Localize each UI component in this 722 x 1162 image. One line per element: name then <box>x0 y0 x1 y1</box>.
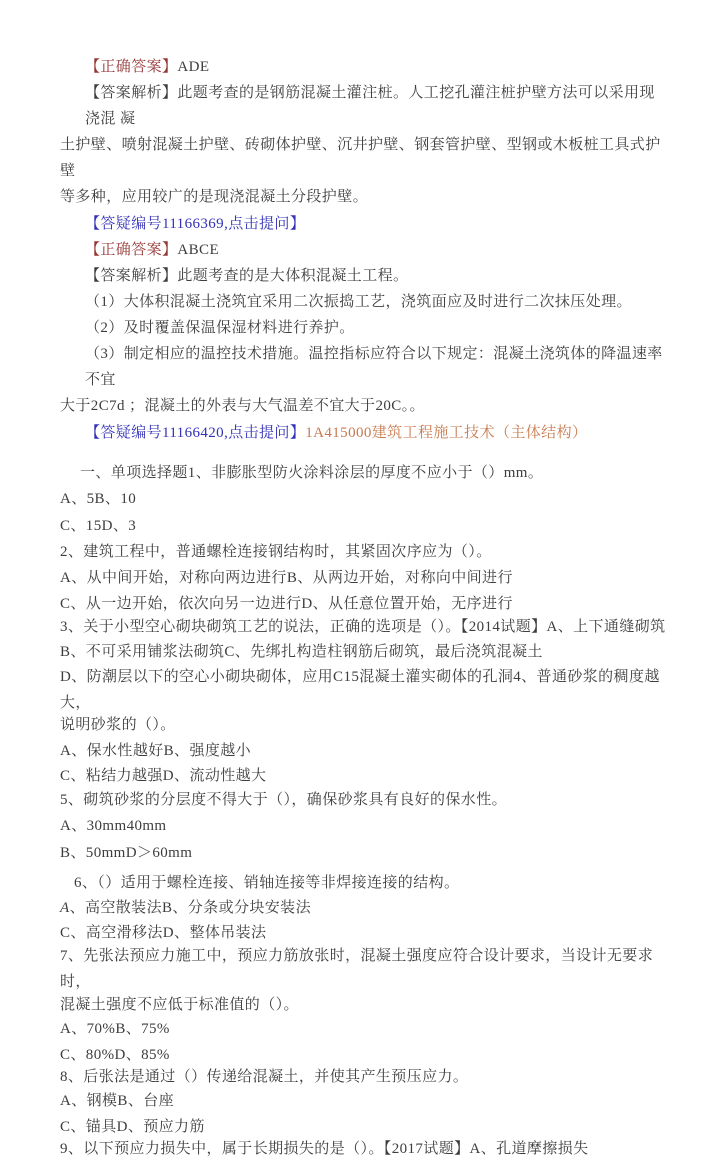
doc-line <box>60 840 666 866</box>
qa-link[interactable]: 【答疑编号11166369,点击提问】 <box>85 216 306 232</box>
doc-line <box>60 992 666 1018</box>
option-line: B、50mmD＞60mm <box>60 845 193 861</box>
option-line: C、粘结力越强D、流动性越大 <box>60 768 267 784</box>
option-line: C、15D、3 <box>60 518 137 534</box>
option-line: B、不可采用铺浆法砌筑C、先绑扎构造柱钢筋后砌筑，最后浇筑混凝土 <box>60 644 543 660</box>
doc-line <box>60 1088 666 1114</box>
doc-line <box>60 895 666 921</box>
doc-line <box>60 712 666 738</box>
chapter-title-link[interactable]: 1A415000建筑工程施工技术（主体结构） <box>305 425 588 441</box>
doc-line <box>60 763 666 789</box>
qa-link[interactable]: 【答疑编号11166420,点击提问】 <box>85 425 306 441</box>
text-segment: 此题考查的是钢筋混凝土灌注桩。人工挖孔灌注桩护壁方法可以采用现浇混 凝 <box>85 85 655 127</box>
question-line: 7、先张法预应力施工中，预应力筋放张时，混凝土强度应符合设计要求，当设计无要求 时， <box>60 948 658 990</box>
doc-line <box>60 460 666 486</box>
question-line: 3、关于小型空心砌块砌筑工艺的说法，正确的选项是（）。【2014试题】A、上下通缝砌筑 <box>60 619 666 635</box>
option-line: D、防潮层以下的空心小砌块砌体，应用C15混凝土灌实砌体的孔洞4、普通砂浆的稠度越大， <box>60 669 660 711</box>
option-line: C、高空滑移法D、整体吊装法 <box>60 925 267 941</box>
doc-line <box>60 486 666 512</box>
text-segment: 大于2C7d ；混凝土的外表与大气温差不宜大于20C。。 <box>60 398 425 414</box>
question-line: 8、后张法是通过（）传递给混凝土，并使其产生预压应力。 <box>60 1069 469 1085</box>
doc-line <box>60 738 666 764</box>
answer-value: ABCE <box>177 242 220 258</box>
doc-line <box>60 420 666 446</box>
doc-line <box>60 289 666 315</box>
doc-line <box>60 54 666 80</box>
option-line: C、80%D、85% <box>60 1047 170 1063</box>
question-line: 说明砂浆的（）。 <box>60 717 176 733</box>
text-segment: （3）制定相应的温控技术措施。温控指标应符合以下规定：混凝土浇筑体的降温速率不宜 <box>85 346 663 388</box>
option-line: C、锚具D、预应力筋 <box>60 1119 205 1135</box>
doc-line <box>60 513 666 539</box>
question-line: 9、以下预应力损失中，属于长期损失的是（）。【2017试题】A、孔道摩擦损失 <box>60 1141 589 1157</box>
question-line: 混凝土强度不应低于标准值的（）。 <box>60 997 299 1013</box>
option-line: A、钢模B、台座 <box>60 1093 175 1109</box>
doc-line <box>60 1136 666 1162</box>
doc-line <box>60 565 666 591</box>
doc-line <box>60 80 666 132</box>
correct-answer-label: 【正确答案】 <box>85 59 178 75</box>
doc-line <box>60 393 666 419</box>
doc-line <box>60 787 666 813</box>
option-letter-italic: A <box>60 900 70 916</box>
text-segment: 此题考查的是大体积混凝土工程。 <box>177 268 409 284</box>
analysis-label: 【答案解析】 <box>85 85 178 101</box>
doc-line <box>60 614 666 640</box>
option-line: A、30mm40mm <box>60 818 167 834</box>
option-line: A、保水性越好B、强度越小 <box>60 743 252 759</box>
doc-line <box>60 813 666 839</box>
text-segment: 土护壁、喷射混凝土护壁、砖砌体护壁、沉井护壁、钢套管护壁、型钢或木板桩工具式护 壁 <box>60 137 665 179</box>
doc-line <box>60 132 666 184</box>
analysis-label: 【答案解析】 <box>85 268 178 284</box>
section-question-line: 一、单项选择题1、非膨胀型防火涂料涂层的厚度不应小于（）mm。 <box>80 465 544 481</box>
doc-line <box>60 943 666 995</box>
doc-line <box>60 237 666 263</box>
text-segment: （1）大体积混凝土浇筑宜采用二次振捣工艺，浇筑面应及时进行二次抹压处理。 <box>85 294 632 310</box>
option-line: A、70%B、75% <box>60 1021 170 1037</box>
question-line: 2、建筑工程中，普通螺栓连接钢结构时，其紧固次序应为（）。 <box>60 544 492 560</box>
option-line: C、从一边开始，依次向另一边进行D、从任意位置开始，无序进行 <box>60 596 513 612</box>
document-body <box>60 54 666 1162</box>
doc-line <box>60 315 666 341</box>
doc-line <box>60 639 666 665</box>
doc-line <box>60 263 666 289</box>
question-line: 5、砌筑砂浆的分层度不得大于（），确保砂浆具有良好的保水性。 <box>60 792 508 808</box>
doc-line <box>60 1064 666 1090</box>
option-line: 、高空散装法B、分条或分块安装法 <box>69 900 311 916</box>
doc-line <box>60 664 666 716</box>
answer-value: ADE <box>177 59 210 75</box>
doc-line <box>60 211 666 237</box>
doc-line <box>60 1016 666 1042</box>
correct-answer-label: 【正确答案】 <box>85 242 178 258</box>
text-segment: 等多种，应用较广的是现浇混凝土分段护壁。 <box>60 189 369 205</box>
doc-line <box>60 539 666 565</box>
text-segment: （2）及时覆盖保温保湿材料进行养护。 <box>85 320 355 336</box>
doc-line <box>60 341 666 393</box>
doc-line <box>60 184 666 210</box>
question-line: 6、（）适用于螺栓连接、销轴连接等非焊接连接的结构。 <box>74 875 460 891</box>
option-line: A、从中间开始，对称向两边进行B、从两边开始，对称向中间进行 <box>60 570 513 586</box>
doc-line <box>60 870 666 896</box>
option-line: A、5B、10 <box>60 491 137 507</box>
